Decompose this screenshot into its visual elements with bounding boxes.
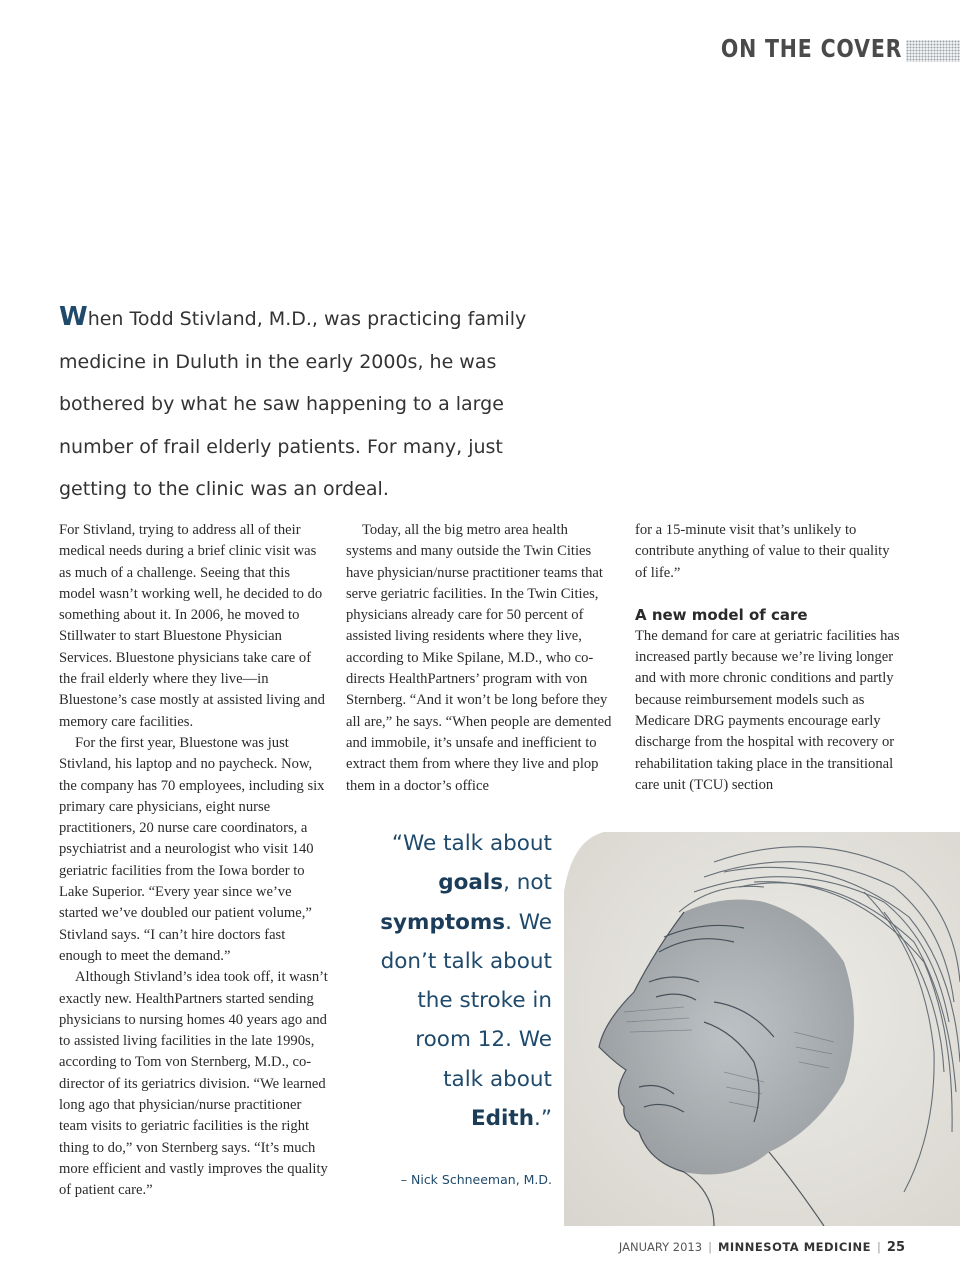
quote-text: “We talk about [391,831,552,856]
portrait-sketch-image [564,832,960,1226]
article-column-1 [59,520,329,1202]
dropcap: W [59,302,88,332]
quote-text: . We don’t talk about the stroke in room 12. We talk about [380,909,552,1092]
section-tag: ON THE COVER [720,34,902,63]
article-column-2 [346,520,616,797]
quote-emphasis: goals [438,870,504,896]
paragraph: Although Stivland’s idea took off, it wasn’t exactly new. HealthPartners started sending physicians to nursing homes 40 years ago and to assisted living facilities in the late 1990s, according to Tom von Sternberg, M.D., co-director of its geriatrics division. “We learned long ago that physician/nurse practitioner team visits to geriatric facilities is the right thing to do,” von Sternberg says. “It’s much more efficient and vastly improves the quality of patient care.” [59,969,328,1199]
paragraph: for a 15-minute visit that’s unlikely to contribute anything of value to their quality of life.” [635,522,890,581]
paragraph: For the first year, Bluestone was just Stivland, his laptop and no paycheck. Now, the company has 70 employees, including six primary care physicians, eight nurse practitioners, 20 nurse care coordinators, a psychiatrist and a neurologist who visit 140 geriatric facilities from the Iowa border to Lake Superior. “Every year since we’ve started we’ve doubled our patient volume,” Stivland says. “I can’t hire doctors fast enough to meet the demand.” [59,734,325,964]
issue-date: JANUARY 2013 [618,1240,703,1254]
subheading: A new model of care [635,605,808,624]
footer-divider: | [708,1240,712,1254]
lead-paragraph [59,296,529,511]
magazine-name: MINNESOTA MEDICINE [717,1240,872,1254]
quote-emphasis: symptoms [380,909,506,935]
quote-emphasis: Edith [470,1106,535,1132]
page-footer [619,1240,905,1255]
paragraph: The demand for care at geriatric facilities has increased partly because we’re living longer and with more chronic conditions and partly because reimbursement models such as Medicare DRG payments encourage early discharge from the hospital with recovery or rehabilitation taking place in the transitional care unit (TCU) section [635,627,900,793]
lead-text: hen Todd Stivland, M.D., was practicing family medicine in Duluth in the early 2000s, he was bothered by what he saw happening to a large number of frail elderly patients. For many, just getting to the clinic was an ordeal. [59,308,527,500]
quote-text: , not [503,870,552,896]
quote-text: .” [534,1106,552,1132]
page-number: 25 [886,1240,905,1255]
pull-quote [372,824,552,1138]
footer-divider: | [877,1240,881,1254]
quote-attribution: – Nick Schneeman, M.D. [400,1172,552,1187]
paragraph: For Stivland, trying to address all of their medical needs during a brief clinic visit was as much of a challenge. Seeing that this model wasn’t working well, he decided to do something about it. In 2006, he moved to Stillwater to start Bluestone Physician Services. Bluestone physicians take care of the frail elderly where they live—in Bluestone’s case mostly at assisted living and memory care facilities. [59,522,325,730]
article-column-3 [635,520,905,796]
paragraph: Today, all the big metro area health systems and many outside the Twin Cities have physician/nurse practitioner teams that serve geriatric facilities. In the Twin Cities, physicians already care for 50 percent of assisted living residents where they live, according to Mike Spilane, M.D., who co-directs HealthPartners’ program with von Sternberg. “And it won’t be long before they all are,” he says. “When people are demented and immobile, it’s unsafe and inefficient to extract them from where they live and plop them in a doctor’s office [346,522,612,794]
section-tag-pattern [906,40,960,62]
